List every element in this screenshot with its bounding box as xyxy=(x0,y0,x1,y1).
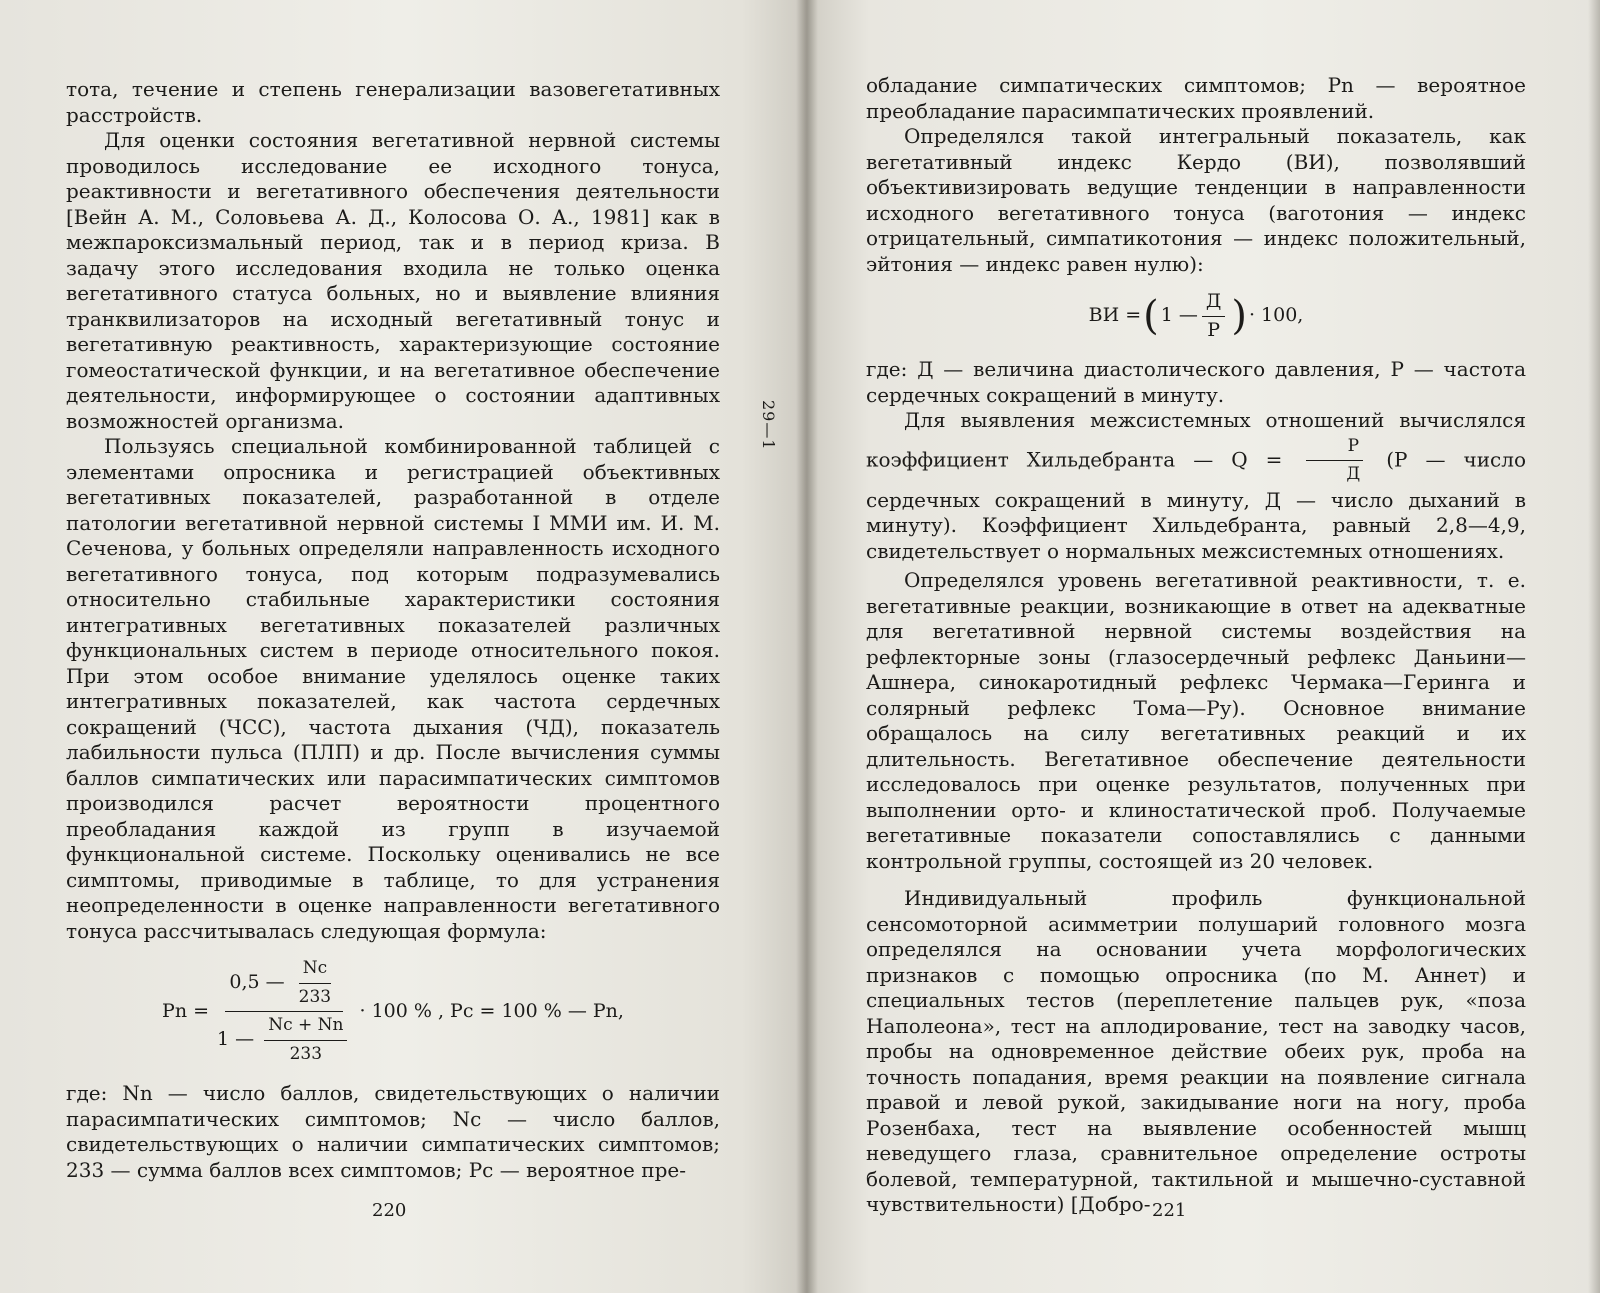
book-gutter xyxy=(796,0,818,1293)
formula-lhs: Pn = xyxy=(162,999,210,1022)
page-number: 221 xyxy=(1152,1200,1187,1221)
formula-text: 233 xyxy=(289,1043,323,1064)
paragraph: тота, течение и степень генерализации вазовегетативных расстройств. xyxy=(66,77,720,127)
paragraph: Определялся такой интегральный показатель, как вегетативный индекс Кердо (ВИ), позволявший объективизировать ведущие тенденции в направленности исходного вегетативного тонуса (ваготония — индекс отрицательный, симпатикотония — индекс положительный, эйтония — индекс равен нулю): xyxy=(866,124,1526,276)
formula-fraction xyxy=(1202,289,1225,343)
formula-vi xyxy=(866,289,1526,343)
page-edge-shadow xyxy=(1588,0,1600,1293)
paragraph: Индивидуальный профиль функциональной сенсомоторной асимметрии полушарий головного мозга определялся на основании учета морфологических признаков с помощью опросника (по М. Аннет) и специальных тестов (переплетение пальцев рук, «поза Наполеона», тест на аплодирование, тест на заводку часов, пробы на одновременное действие обеих рук, проба на точность попадания, время реакции на появление сигнала правой и левой рукой, закидывание ноги на ногу, проба Розенбаха, тест на выявление особенностей мышц неведущего глаза, сравнительное определение остроты болевой, температурной, тактильной и мышечно-суставной чувствительности) [Добро- xyxy=(866,886,1526,1216)
formula-subfraction xyxy=(295,956,335,1010)
formula-numerator xyxy=(225,956,343,1012)
formula-text: Д xyxy=(1346,464,1361,484)
hildebrandt-fraction xyxy=(1304,434,1364,488)
paragraph xyxy=(866,408,1526,564)
paragraph: Для оценки состояния вегетативной нервной системы проводилось исследование ее исходного тонуса, реактивности и вегетативного обеспечения деятельности [Вейн А. М., Соловьева А. Д., Колосова О. А., 1981] как в межпароксизмальный период, так и в период криза. В задачу этого исследования входила не только оценка вегетативного статуса больных, но и выявление влияния транквилизаторов на исходный вегетативный тонус и вегетативную реактивность, характеризующие состояние гомеостатической функции, и на вегетативное обеспечение деятельности, информирующее о состоянии адаптивных возможностей организма. xyxy=(66,128,720,433)
formula-text: 1 — xyxy=(217,1028,255,1050)
formula-denominator xyxy=(213,1012,355,1067)
formula-tail: · 100 % , Pc = 100 % — Pn, xyxy=(359,999,624,1022)
formula-text: 233 xyxy=(298,986,332,1007)
paragraph: где: Nn — число баллов, свидетельствующих о наличии парасимпатических симптомов; Nc — число баллов, свидетельствующих о наличии симпатических симптомов; 233 — сумма баллов всех симптомов; Pc — вероятное пре- xyxy=(66,1081,720,1182)
formula-text: Р xyxy=(1207,318,1221,341)
formula-subfraction xyxy=(264,1013,347,1067)
paragraph-text: (Р — число сердечных сокращений в минуту, Д — число дыханий в минуту). Коэффициент Хильдебранта, равный 2,8—4,9, свидетельствует о нормальных межсистемных отношениях. xyxy=(866,447,1527,563)
paragraph-text: Для выявления межсистемных отношений вычислялся коэффициент Хильдебранта — Q = xyxy=(866,408,1526,471)
formula-text: Nc xyxy=(299,956,331,984)
close-paren-icon: ) xyxy=(1231,293,1247,339)
paragraph: где: Д — величина диастолического давления, Р — частота сердечных сокращений в минуту. xyxy=(866,357,1526,407)
signature-mark: 29—1 xyxy=(759,400,778,451)
left-page-text xyxy=(66,77,720,1183)
formula-text: 0,5 — xyxy=(229,971,285,993)
paragraph: Определялся уровень вегетативной реактивности, т. е. вегетативные реакции, возникающие в ответ на адекватные для вегетативной нервной системы воздействия на рефлекторные зоны (глазосердечный рефлекс Даньини—Ашнера, синокаротидный рефлекс Чермака—Геринга и солярный рефлекс Тома—Ру). Основное внимание обращалось на силу вегетативных реакций и их длительность. Вегетативное обеспечение деятельности исследовалось при оценке результатов, полученных при выполнении орто- и клиностатической проб. Получаемые вегетативные показатели сопоставлялись с данными контрольной группы, состоящей из 20 человек. xyxy=(866,568,1526,873)
formula-text: Р xyxy=(1306,434,1363,462)
formula-tail: · 100, xyxy=(1248,304,1304,327)
paragraph: Пользуясь специальной комбинированной таблицей с элементами опросника и регистрацией объективных вегетативных показателей, разработанной в отделе патологии вегетативной нервной системы I ММИ им. И. М. Сеченова, у больных определяли направленность исходного вегетативного тонуса, под которым подразумевались относительно стабильные характеристики состояния интегративных вегетативных показателей различных функциональных систем в периоде относительного покоя. При этом особое внимание уделялось оценке таких интегративных показателей, как частота сердечных сокращений (ЧСС), частота дыхания (ЧД), показатель лабильности пульса (ПЛП) и др. После вычисления суммы баллов симпатических или парасимпатических симптомов производился расчет вероятности процентного преобладания каждой из групп в изучаемой функциональной системе. Поскольку оценивались не все симптомы, приводимые в таблице, то для устранения неопределенности в оценке направленности вегетативного тонуса рассчитывалась следующая формула: xyxy=(66,434,720,943)
right-page xyxy=(806,0,1600,1293)
formula-lhs: ВИ = xyxy=(1088,304,1142,327)
formula-text: Д xyxy=(1202,289,1225,317)
formula-text: Nc + Nn xyxy=(264,1013,347,1041)
paragraph: обладание симпатических симптомов; Pn — вероятное преобладание парасимпатических проявлений. xyxy=(866,73,1526,123)
open-paren-icon: ( xyxy=(1143,293,1159,339)
formula-main-fraction xyxy=(213,956,355,1067)
page-number: 220 xyxy=(372,1200,407,1221)
formula-pn xyxy=(66,956,720,1067)
formula-text: 1 — xyxy=(1160,304,1198,327)
right-page-text xyxy=(866,73,1526,1218)
